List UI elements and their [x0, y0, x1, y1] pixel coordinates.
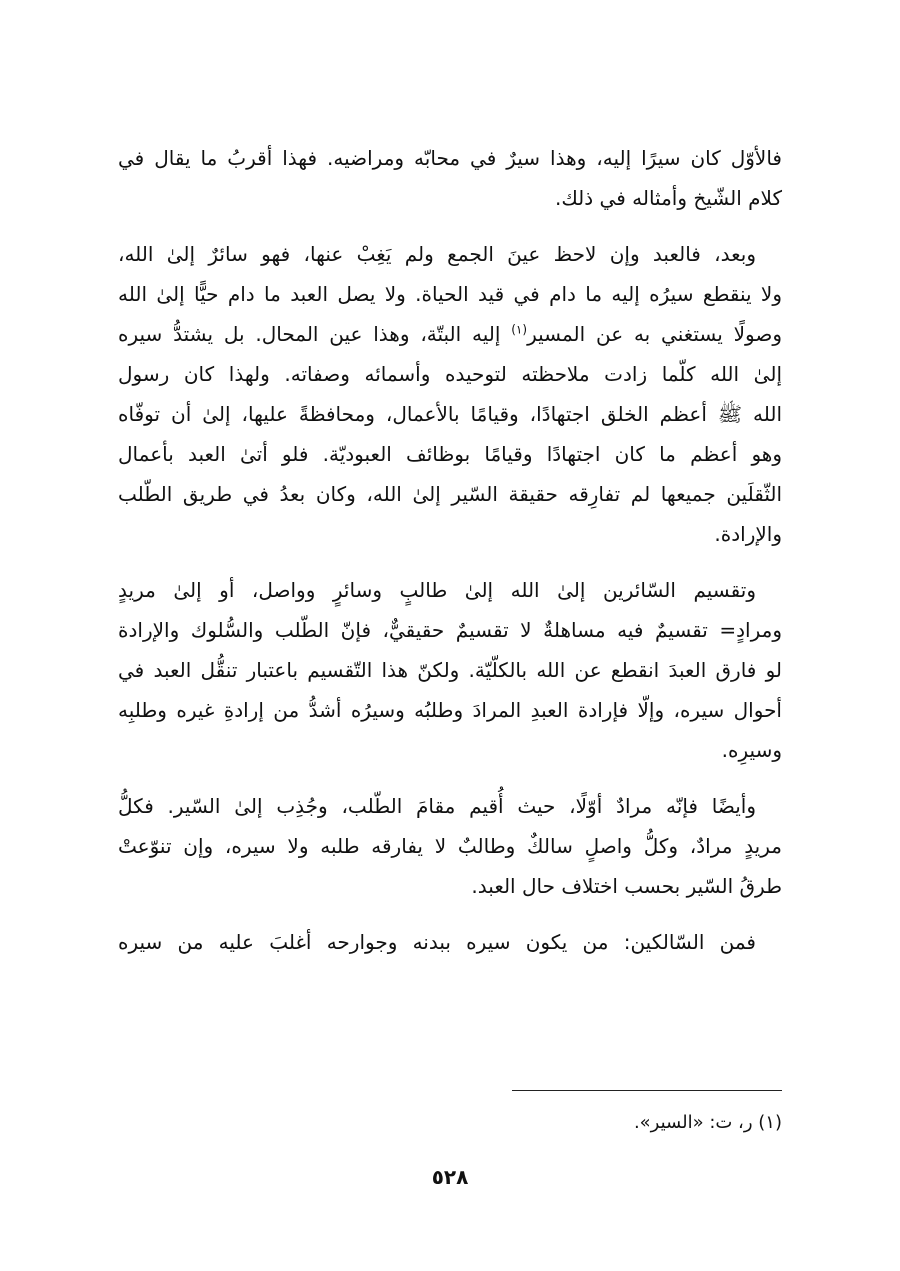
text-line: وسيرِه. — [721, 738, 782, 762]
footnote-ref[interactable]: (١) — [511, 322, 528, 337]
paragraph-4 — [118, 786, 782, 906]
text-line: وهو أعظم ما كان اجتهادًا وقيامًا بوظائف العبوديّة. فلو أتىٰ العبد بأعمال — [118, 442, 782, 466]
footnote: (١) ر، ت: «السير». — [633, 1112, 782, 1133]
text-line: طرقُ السّير بحسب اختلاف حال العبد. — [471, 874, 782, 898]
page-number: ٥٢٨ — [431, 1165, 469, 1189]
text-line: وأيضًا فإنّه مرادٌ أوّلًا، حيث أُقيم مقامَ الطّلب، وجُذِب إلىٰ السّير. فكلُّ — [118, 794, 756, 818]
text-line: الثّقلَين جميعها لم تفارِقه حقيقة السّير إلىٰ الله، وكان بعدُ في طريق الطّلب — [118, 482, 782, 506]
footnote-divider — [512, 1090, 782, 1091]
paragraph-2 — [118, 234, 782, 554]
page-body — [118, 138, 782, 978]
text-line: وتقسيم السّائرين إلىٰ الله إلىٰ طالبٍ وسائرٍ وواصل، أو إلىٰ مريدٍ — [118, 578, 756, 602]
text-fragment: إليه البتّة، وهذا عين المحال. بل يشتدُّ سيره — [118, 322, 501, 346]
text-line: فالأوّل كان سيرًا إليه، وهذا سيرٌ في محابّه ومراضيه. فهذا أقربُ ما يقال في — [118, 146, 782, 170]
text-line: إلىٰ الله كلّما زادت ملاحظته لتوحيده وأسمائه وصفاته. ولهذا كان رسول — [118, 362, 782, 386]
text-line: ولا ينقطع سيرُه إليه ما دام في قيد الحياة. ولا يصل العبد ما دام حيًّا إلىٰ الله — [118, 282, 782, 306]
text-line-with-footnote — [118, 314, 782, 354]
text-line: وبعد، فالعبد وإن لاحظ عينَ الجمع ولم يَغِبْ عنها، فهو سائرٌ إلىٰ الله، — [118, 242, 756, 266]
text-fragment: وصولًا يستغني به عن المسير — [527, 322, 783, 346]
text-line: الله ﷺ أعظم الخلق اجتهادًا، وقيامًا بالأعمال، ومحافظةً عليها، إلىٰ أن توفّاه — [118, 402, 782, 426]
text-line: أحوال سيره، وإلّا فإرادة العبدِ المرادَ وطلبُه وسيرُه أشدُّ من إرادةِ غيره وطلبِه — [118, 698, 782, 722]
text-line: كلام الشّيخ وأمثاله في ذلك. — [554, 186, 782, 210]
text-line: مريدٍ مرادٌ، وكلُّ واصلٍ سالكٌ وطالبٌ لا يفارقه طلبه ولا سيره، وإن تنوّعتْ — [118, 834, 782, 858]
paragraph-1 — [118, 138, 782, 218]
text-line: والإرادة. — [714, 522, 782, 546]
text-line: ومرادٍ= تقسيمٌ فيه مساهلةٌ لا تقسيمٌ حقيقيٌّ، فإنّ الطّلب والسُّلوك والإرادة — [118, 618, 782, 642]
paragraph-5 — [118, 922, 782, 962]
paragraph-3 — [118, 570, 782, 770]
text-line: لو فارق العبدَ انقطع عن الله بالكلّيّة. ولكنّ هذا التّقسيم باعتبار تنقُّل العبد في — [118, 658, 782, 682]
text-line: فمن السّالكين: من يكون سيره ببدنه وجوارحه أغلبَ عليه من سيره — [118, 930, 756, 954]
